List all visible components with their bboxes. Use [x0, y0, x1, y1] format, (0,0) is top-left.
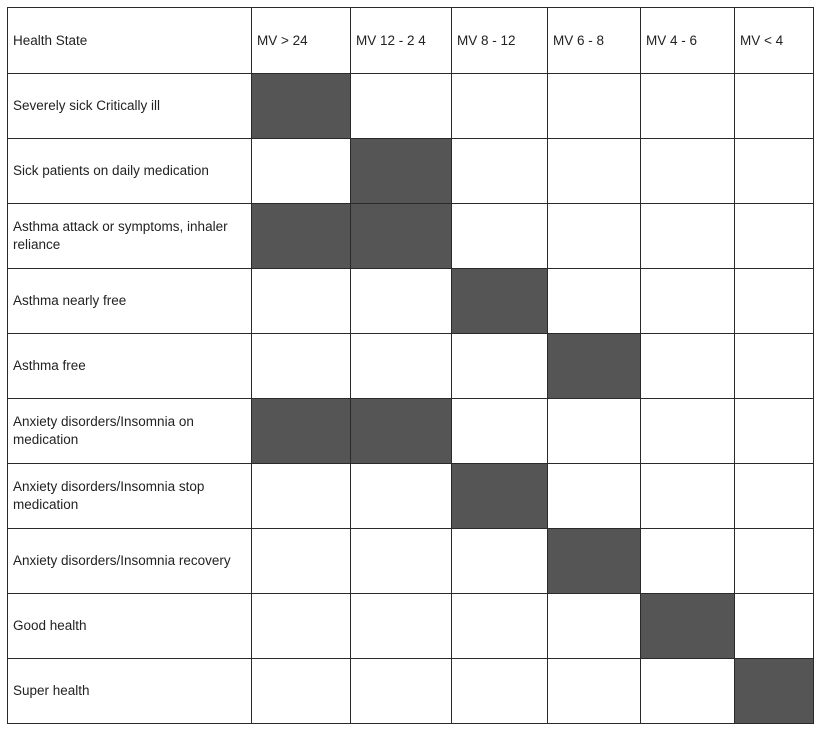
empty-cell	[735, 594, 814, 659]
filled-cell	[252, 399, 351, 464]
table-body	[8, 74, 814, 724]
health-state-label: Asthma attack or symptoms, inhaler reliance	[8, 204, 252, 269]
table-row	[8, 139, 814, 204]
empty-cell	[548, 594, 641, 659]
empty-cell	[548, 464, 641, 529]
empty-cell	[735, 399, 814, 464]
filled-cell	[641, 594, 735, 659]
health-state-label: Anxiety disorders/Insomnia stop medication	[8, 464, 252, 529]
empty-cell	[641, 204, 735, 269]
filled-cell	[351, 204, 452, 269]
empty-cell	[548, 204, 641, 269]
table-row	[8, 594, 814, 659]
filled-cell	[452, 269, 548, 334]
empty-cell	[641, 529, 735, 594]
empty-cell	[252, 334, 351, 399]
empty-cell	[735, 269, 814, 334]
table-row	[8, 74, 814, 139]
health-state-label: Good health	[8, 594, 252, 659]
health-state-label: Asthma nearly free	[8, 269, 252, 334]
empty-cell	[452, 204, 548, 269]
empty-cell	[548, 269, 641, 334]
empty-cell	[452, 529, 548, 594]
header-health-state: Health State	[8, 8, 252, 74]
empty-cell	[548, 399, 641, 464]
empty-cell	[735, 204, 814, 269]
empty-cell	[641, 139, 735, 204]
empty-cell	[452, 399, 548, 464]
filled-cell	[252, 204, 351, 269]
empty-cell	[452, 74, 548, 139]
header-row	[8, 8, 814, 74]
empty-cell	[252, 594, 351, 659]
table-row	[8, 204, 814, 269]
filled-cell	[548, 529, 641, 594]
health-state-label: Asthma free	[8, 334, 252, 399]
empty-cell	[452, 659, 548, 724]
filled-cell	[351, 139, 452, 204]
empty-cell	[252, 139, 351, 204]
empty-cell	[351, 74, 452, 139]
health-state-label: Sick patients on daily medication	[8, 139, 252, 204]
table-row	[8, 334, 814, 399]
empty-cell	[735, 529, 814, 594]
empty-cell	[641, 464, 735, 529]
health-state-table	[7, 7, 814, 724]
empty-cell	[641, 399, 735, 464]
empty-cell	[548, 74, 641, 139]
table-row	[8, 399, 814, 464]
table-row	[8, 269, 814, 334]
empty-cell	[641, 74, 735, 139]
empty-cell	[548, 659, 641, 724]
empty-cell	[735, 74, 814, 139]
empty-cell	[641, 659, 735, 724]
table-row	[8, 659, 814, 724]
header-mv-over-24: MV > 24	[252, 8, 351, 74]
filled-cell	[452, 464, 548, 529]
health-state-label: Anxiety disorders/Insomnia recovery	[8, 529, 252, 594]
empty-cell	[735, 464, 814, 529]
empty-cell	[735, 334, 814, 399]
filled-cell	[252, 74, 351, 139]
empty-cell	[351, 659, 452, 724]
empty-cell	[452, 334, 548, 399]
empty-cell	[252, 269, 351, 334]
table-row	[8, 529, 814, 594]
empty-cell	[641, 334, 735, 399]
header-mv-8-12: MV 8 - 12	[452, 8, 548, 74]
header-mv-6-8: MV 6 - 8	[548, 8, 641, 74]
empty-cell	[452, 139, 548, 204]
empty-cell	[548, 139, 641, 204]
table-row	[8, 464, 814, 529]
header-mv-12-24: MV 12 - 2 4	[351, 8, 452, 74]
empty-cell	[252, 659, 351, 724]
empty-cell	[351, 594, 452, 659]
empty-cell	[641, 269, 735, 334]
empty-cell	[351, 334, 452, 399]
empty-cell	[252, 464, 351, 529]
filled-cell	[548, 334, 641, 399]
empty-cell	[452, 594, 548, 659]
empty-cell	[351, 529, 452, 594]
empty-cell	[735, 139, 814, 204]
header-mv-4-6: MV 4 - 6	[641, 8, 735, 74]
empty-cell	[351, 464, 452, 529]
empty-cell	[252, 529, 351, 594]
health-state-label: Severely sick Critically ill	[8, 74, 252, 139]
health-state-label: Super health	[8, 659, 252, 724]
header-mv-under-4: MV < 4	[735, 8, 814, 74]
filled-cell	[735, 659, 814, 724]
health-state-label: Anxiety disorders/Insomnia on medication	[8, 399, 252, 464]
filled-cell	[351, 399, 452, 464]
empty-cell	[351, 269, 452, 334]
